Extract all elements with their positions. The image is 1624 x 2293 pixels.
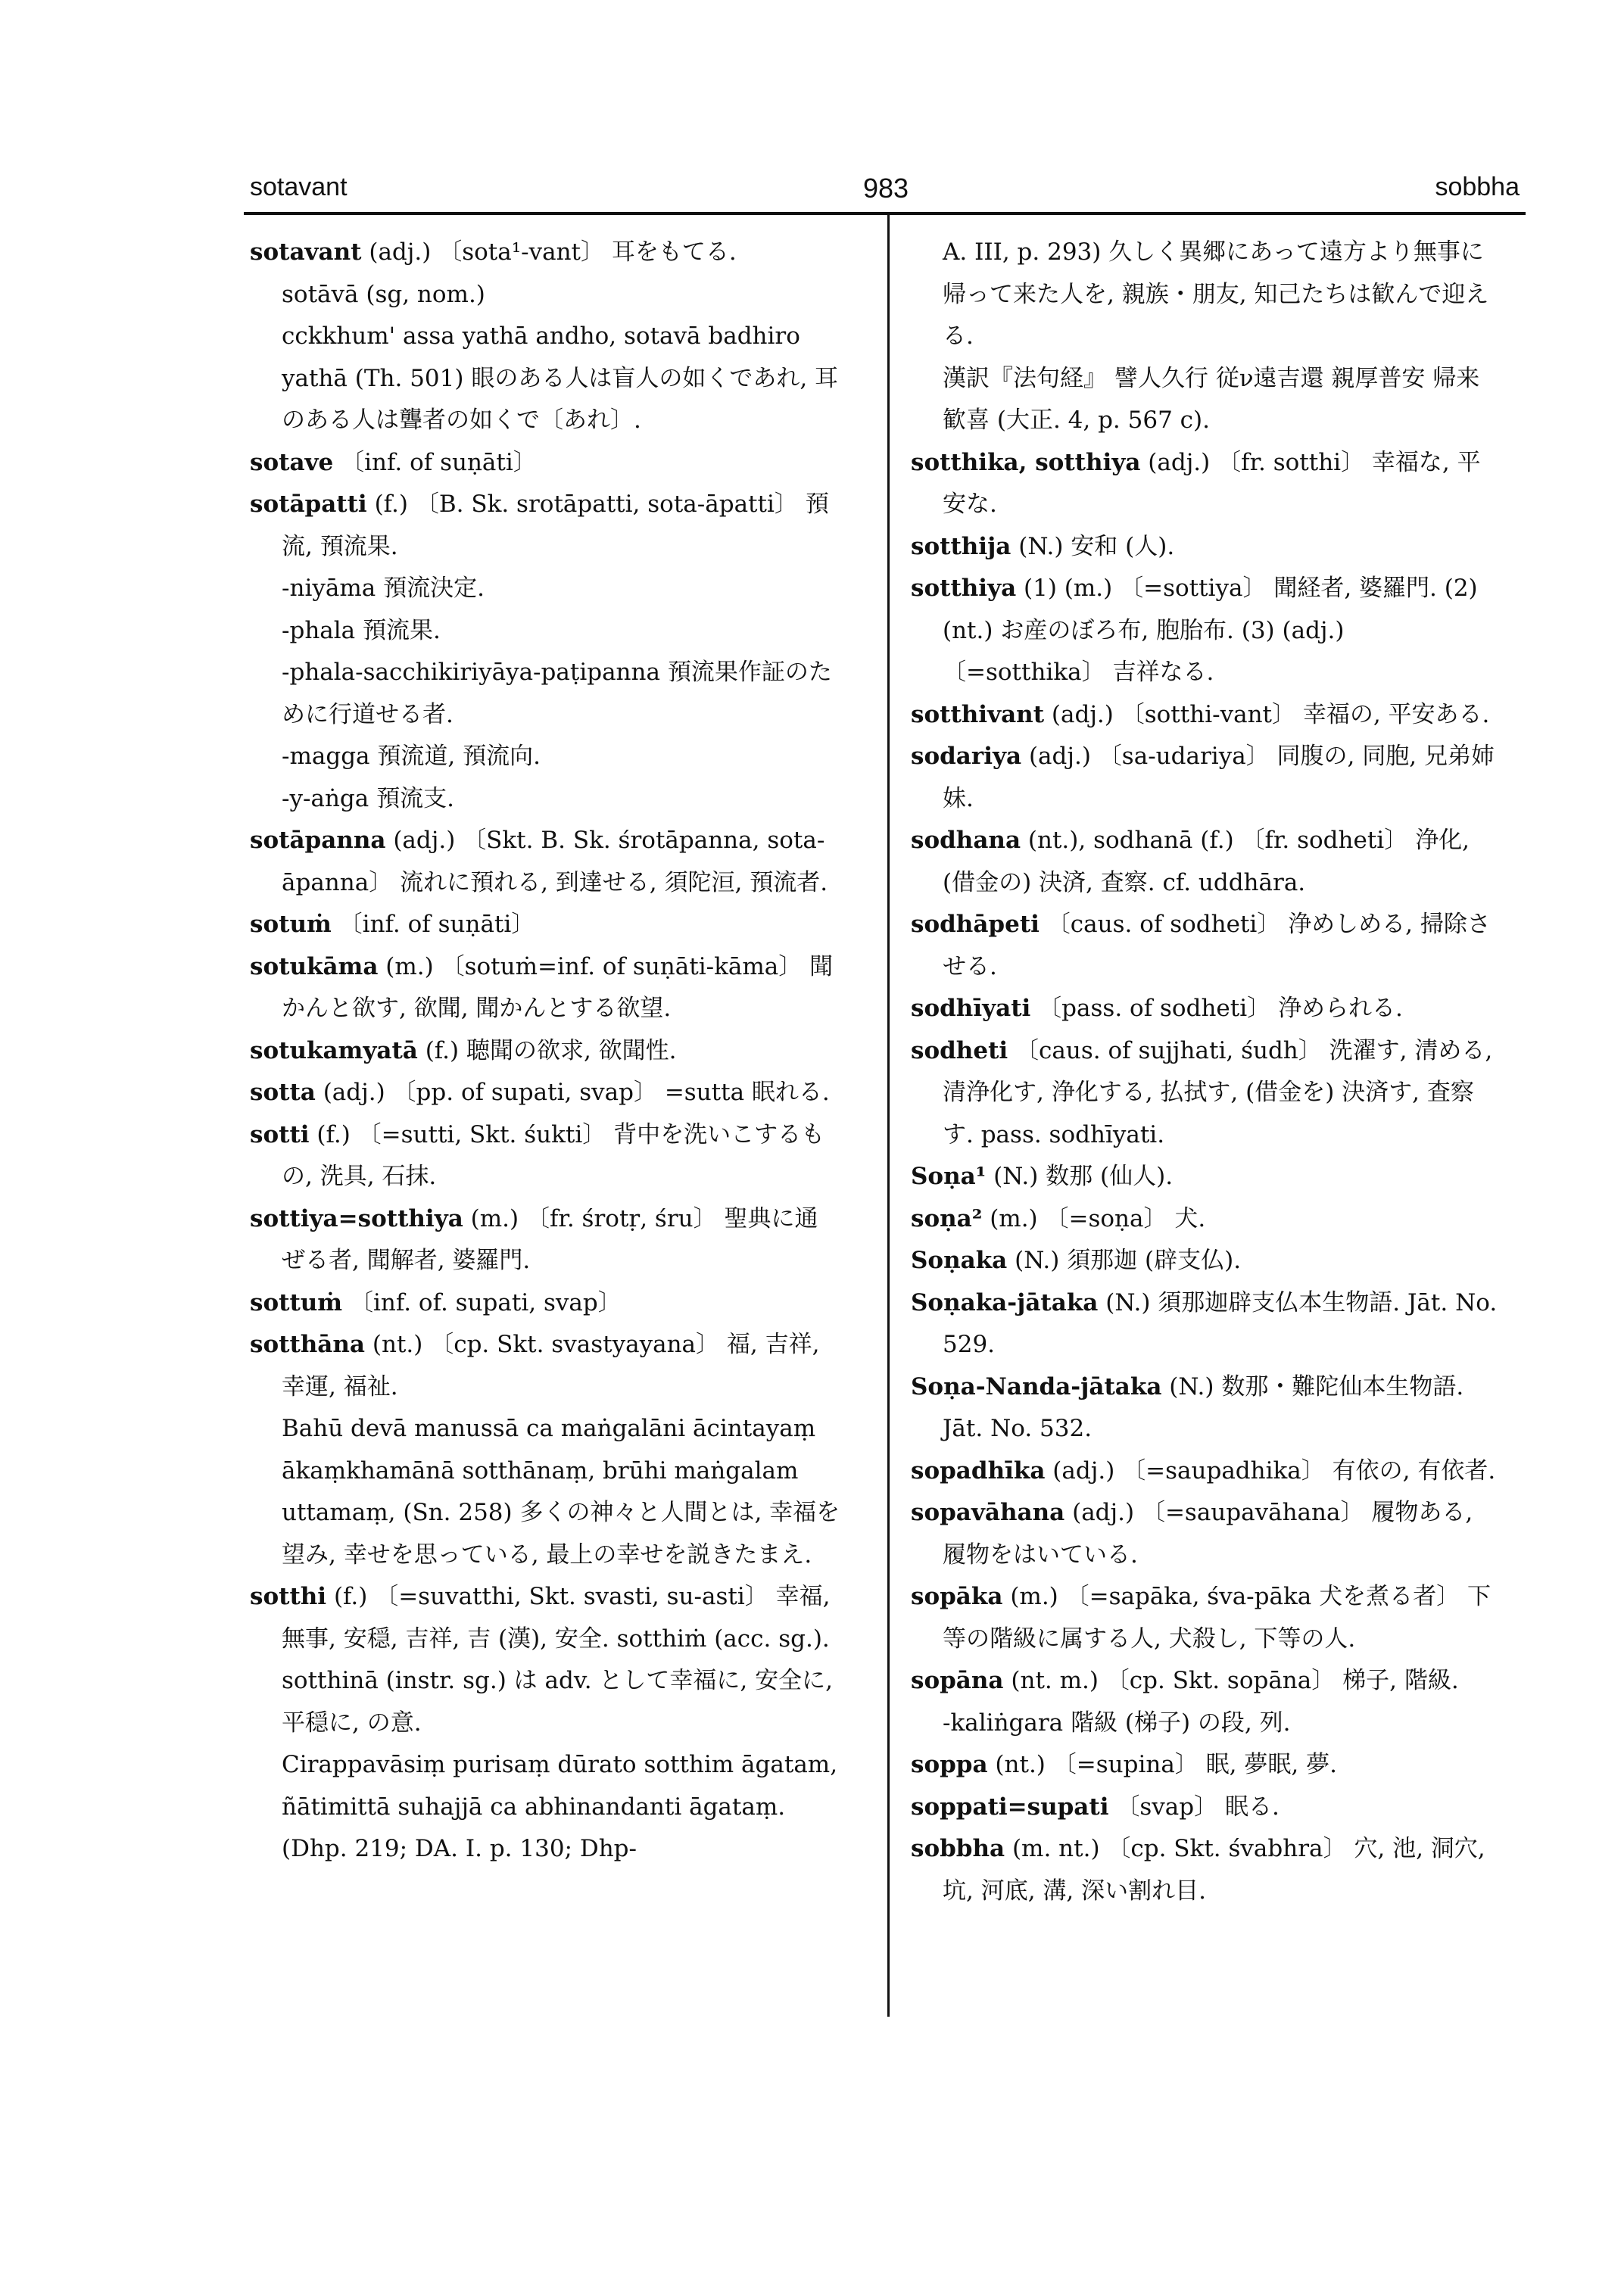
entry-body: 〔pass. of sodheti〕 浄められる. — [1030, 995, 1403, 1022]
dictionary-entry — [250, 232, 840, 274]
header-rule — [244, 212, 1526, 215]
dictionary-entry — [911, 1198, 1501, 1241]
dictionary-entry — [250, 442, 840, 484]
entry-subline: Cirappavāsiṃ purisaṃ dūrato sotthim āgatam, ñātimittā suhajjā ca abhinandanti āgataṃ. (Dhp. 219; DA. I. p. 130; Dhp- — [282, 1751, 838, 1862]
headword: sopavāhana — [911, 1499, 1065, 1526]
entry-body: (N.) 須那迦 (辟支仏). — [1007, 1247, 1242, 1274]
entry-subline: Bahū devā manussā ca maṅgalāni ācintayaṃ ākaṃkhamānā sotthānaṃ, brūhi maṅgalam uttamaṃ, (Sn. 258) 多くの神々と人間とは, 幸福を望み, 幸せを思っている, 最上の幸せを説きたまえ. — [282, 1415, 840, 1569]
headword: sodhana — [911, 827, 1021, 854]
headword: sotthivant — [911, 700, 1045, 728]
entry-body: (adj.) 〔sa-udariya〕 同腹の, 同胞, 兄弟姉妹. — [943, 743, 1495, 812]
headword: Soṇa¹ — [911, 1163, 987, 1190]
entry-subline: cckkhum' assa yathā andho, sotavā badhiro yathā (Th. 501) 眼のある人は盲人の如くであれ, 耳のある人は聾者の如くで〔あれ〕. — [282, 322, 839, 434]
column-divider — [887, 215, 890, 2017]
dictionary-entry — [250, 820, 840, 904]
running-head-right: sobbha — [1435, 173, 1520, 201]
headword: sotthāna — [250, 1331, 366, 1358]
headword: sotthija — [911, 532, 1011, 560]
dictionary-entry — [250, 946, 840, 1030]
entry-body: (nt.), sodhanā (f.) 〔fr. sodheti〕 浄化, (借金の) 決済, 査察. cf. uddhāra. — [943, 827, 1470, 896]
headword: sodhāpeti — [911, 911, 1040, 938]
dictionary-entry — [911, 694, 1501, 737]
dictionary-entry — [911, 1030, 1501, 1157]
headword: sodheti — [911, 1036, 1008, 1064]
headword: sottiya=sotthiya — [250, 1204, 463, 1232]
entry-body: (N.) 須那迦辟支仏本生物語. Jāt. No. 529. — [943, 1288, 1498, 1358]
headword: sodhīyati — [911, 995, 1031, 1022]
dictionary-entry — [911, 442, 1501, 526]
entry-subline: 漢訳『法句経』 譬人久行 従ν遠吉還 親厚普安 帰来歓喜 (大正. 4, p. 567 c). — [943, 364, 1480, 434]
dictionary-entry — [911, 1492, 1501, 1576]
entry-subline: -phala-sacchikiriyāya-paṭipanna 預流果作証のために行道せる者. — [282, 659, 832, 728]
dictionary-entry — [250, 1072, 840, 1114]
entry-subline: -phala 預流果. — [282, 616, 441, 644]
headword: sottuṁ — [250, 1288, 343, 1316]
headword: sotthi — [250, 1583, 327, 1610]
dictionary-entry — [250, 1576, 840, 1744]
entry-subline: -niyāma 預流決定. — [282, 575, 485, 602]
entry-body: (adj.) 〔Skt. B. Sk. śrotāpanna, sota-āpanna〕 流れに預れる, 到達せる, 須陀洹, 預流者. — [282, 827, 828, 896]
entry-body: (N.) 安和 (人). — [1011, 532, 1175, 560]
headword: Soṇaka-jātaka — [911, 1288, 1099, 1316]
headword: sotāpatti — [250, 491, 367, 518]
dictionary-entry — [911, 568, 1501, 694]
dictionary-entry — [911, 904, 1501, 988]
dictionary-entry — [911, 526, 1501, 569]
dictionary-entry — [911, 1787, 1501, 1829]
headword: sopāna — [911, 1667, 1004, 1694]
dictionary-entry — [911, 1282, 1501, 1366]
entry-body: (f.) 聴聞の欲求, 欲聞性. — [417, 1036, 677, 1064]
headword: sotti — [250, 1120, 310, 1148]
entry-body: 〔inf. of suṇāti〕 — [331, 911, 535, 938]
entry-body: (N.) 数那 (仙人). — [986, 1163, 1174, 1190]
headword: sotāpanna — [250, 827, 386, 854]
headword: sopāka — [911, 1583, 1003, 1610]
entry-body: (adj.) 〔=saupavāhana〕 履物ある, 履物をはいている. — [943, 1499, 1473, 1569]
entry-body: 〔caus. of sodheti〕 浄めしめる, 掃除させる. — [943, 911, 1491, 980]
entry-body: 〔caus. of sujjhati, śudh〕 洗濯す, 清める, 清浄化す, 浄化する, 払拭す, (借金を) 決済す, 査察す. pass. sodhīyati. — [943, 1036, 1493, 1148]
entry-body: (1) (m.) 〔=sottiya〕 聞経者, 婆羅門. (2) (nt.) お産のぼろ布, 胞胎布. (3) (adj.) 〔=sotthika〕 吉祥なる. — [943, 575, 1478, 686]
headword: sotuṁ — [250, 911, 332, 938]
entry-body: (adj.) 〔=saupadhika〕 有依の, 有依者. — [1045, 1456, 1496, 1485]
entry-body: (f.) 〔=sutti, Skt. śukti〕 背中を洗いこするもの, 洗具, 石抹. — [282, 1120, 825, 1190]
headword: sopadhīka — [911, 1456, 1046, 1485]
dictionary-entry — [911, 1744, 1501, 1787]
entry-body: (N.) 数那・難陀仙本生物語. Jāt. No. 532. — [943, 1372, 1464, 1442]
entry-body: (m.) 〔=soṇa〕 犬. — [982, 1204, 1206, 1232]
entry-body: (nt.) 〔=supina〕 眠, 夢眠, 夢. — [987, 1751, 1337, 1778]
headword: sodariya — [911, 743, 1022, 770]
headword: sotthiya — [911, 575, 1017, 602]
dictionary-entry — [911, 1366, 1501, 1450]
right-column — [911, 232, 1501, 1912]
dictionary-entry — [250, 484, 840, 568]
dictionary-entry — [911, 736, 1501, 820]
headword: sotukamyatā — [250, 1036, 418, 1064]
headword: sotthika, sotthiya — [911, 448, 1141, 476]
entry-body: (nt.) 〔cp. Skt. svastyayana〕 福, 吉祥, 幸運, 福祉. — [282, 1331, 820, 1400]
entry-body: (m.) 〔sotuṁ=inf. of suṇāti-kāma〕 聞かんと欲す, 欲聞, 聞かんとする欲望. — [282, 952, 834, 1022]
dictionary-entry — [250, 1030, 840, 1073]
entry-body: (adj.) 〔sotthi-vant〕 幸福の, 平安ある. — [1044, 700, 1490, 728]
headword: sotavant — [250, 238, 362, 266]
dictionary-entry — [250, 1282, 840, 1325]
headword: sotta — [250, 1079, 316, 1106]
page-number: 983 — [863, 173, 909, 204]
dictionary-entry — [911, 1156, 1501, 1198]
dictionary-entry — [911, 988, 1501, 1030]
entry-subline: -magga 預流道, 預流向. — [282, 743, 541, 770]
entry-body: (m.) 〔=sapāka, śva-pāka 犬を煮る者〕 下等の階級に属する人, 犬殺し, 下等の人. — [943, 1583, 1491, 1653]
entry-body: (f.) 〔B. Sk. srotāpatti, sota-āpatti〕 預流, 預流果. — [282, 491, 829, 560]
dictionary-entry — [911, 1576, 1501, 1660]
dictionary-entry — [250, 1324, 840, 1408]
entry-body: (adj.) 〔sota¹-vant〕 耳をもてる. — [361, 238, 737, 266]
headword: soṇa² — [911, 1204, 983, 1232]
entry-body: 〔inf. of. supati, svap〕 — [342, 1288, 622, 1316]
headword: sotukāma — [250, 952, 379, 980]
dictionary-entry — [250, 1114, 840, 1198]
headword: Soṇa-Nanda-jātaka — [911, 1372, 1162, 1400]
entry-body: (m. nt.) 〔cp. Skt. śvabhra〕 穴, 池, 洞穴, 坑, 河底, 溝, 深い割れ目. — [943, 1835, 1485, 1905]
dictionary-entry — [911, 1450, 1501, 1493]
entry-body: (adj.) 〔pp. of supati, svap〕 =sutta 眠れる. — [315, 1079, 830, 1106]
dictionary-entry — [911, 1240, 1501, 1282]
running-head-left: sotavant — [250, 173, 348, 201]
dictionary-entry — [911, 1660, 1501, 1703]
entry-body: (adj.) 〔fr. sotthi〕 幸福な, 平安な. — [943, 448, 1481, 518]
dictionary-entry — [911, 1828, 1501, 1912]
dictionary-entry — [911, 820, 1501, 904]
entry-subline: -y-aṅga 預流支. — [282, 784, 454, 812]
dictionary-entry — [250, 904, 840, 946]
headword: sobbha — [911, 1835, 1005, 1862]
entry-subline: A. III, p. 293) 久しく異郷にあって遠方より無事に帰って来た人を, 親族・朋友, 知己たちは歓んで迎える. — [943, 238, 1489, 350]
entry-subline: -kaliṅgara 階級 (梯子) の段, 列. — [943, 1709, 1291, 1737]
entry-subline: sotāvā (sg, nom.) — [282, 280, 485, 308]
headword: sotave — [250, 448, 334, 476]
headword: soppati=supati — [911, 1793, 1109, 1821]
headword: soppa — [911, 1751, 988, 1778]
entry-body: (nt. m.) 〔cp. Skt. sopāna〕 梯子, 階級. — [1003, 1667, 1459, 1694]
headword: Soṇaka — [911, 1247, 1008, 1274]
entry-body: (m.) 〔fr. śrotṛ, śru〕 聖典に通ぜる者, 聞解者, 婆羅門. — [282, 1204, 818, 1274]
dictionary-entry — [250, 1198, 840, 1282]
entry-body: (f.) 〔=suvatthi, Skt. svasti, su-asti〕 幸福, 無事, 安穏, 吉祥, 吉 (漢), 安全. sotthiṁ (acc. sg.). sotthinā (instr. sg.) は adv. として幸福に, 安全に, 平穏に, の意. — [282, 1583, 833, 1737]
left-column — [250, 232, 840, 1871]
entry-body: 〔inf. of suṇāti〕 — [333, 448, 537, 476]
entry-body: 〔svap〕 眠る. — [1108, 1793, 1280, 1821]
